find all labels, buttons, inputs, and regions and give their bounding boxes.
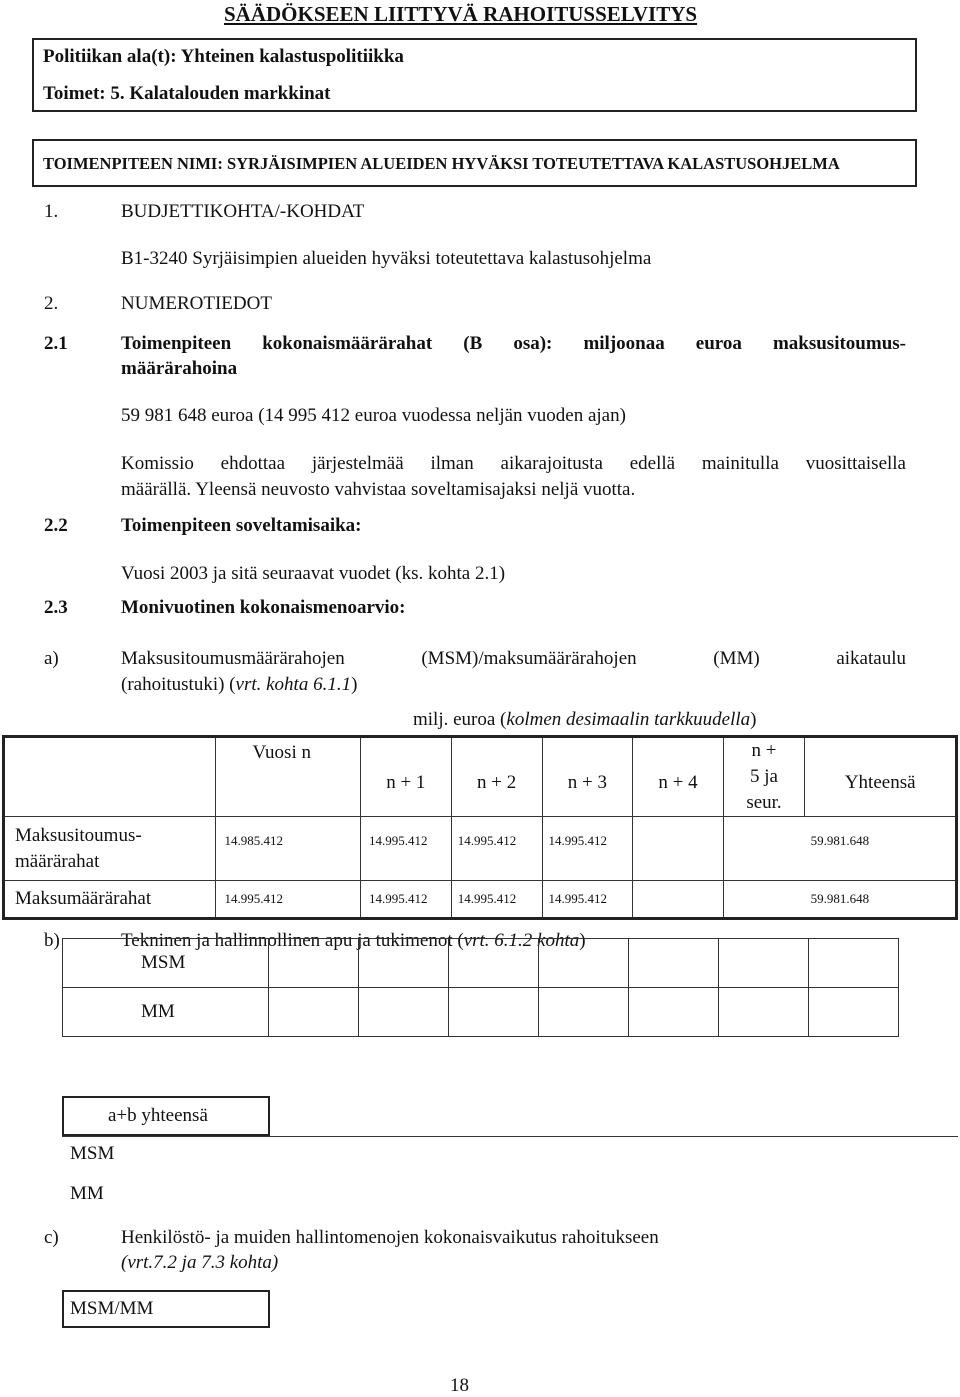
section22-title: Toimenpiteen soveltamisaika:	[121, 515, 362, 536]
table-cell	[629, 939, 719, 988]
part-a-title-line2	[121, 674, 357, 696]
part-b-title-end: )	[579, 930, 586, 951]
table-cell	[359, 939, 449, 988]
part-a-title-line2-text: (rahoitustuki) (	[121, 674, 236, 695]
activities: Toimet: 5. Kalatalouden markkinat	[43, 83, 331, 104]
policy-area: Politiikan ala(t): Yhteinen kalastuspolitiikka	[43, 46, 404, 67]
table-cell-total: 59.981.648	[723, 881, 956, 919]
total-row-msm: MSM	[70, 1143, 115, 1164]
header-n5-line1: n +	[751, 740, 777, 761]
measure-name: TOIMENPITEEN NIMI: SYRJÄISIMPIEN ALUEIDEN HYVÄKSI TOTEUTETTAVA KALASTUSOHJELMA	[43, 154, 840, 173]
part-a-label: a)	[44, 648, 59, 669]
part-c-title: Henkilöstö- ja muiden hallintomenojen kokonaisvaikutus rahoitukseen	[121, 1227, 659, 1248]
measure-name-box	[32, 139, 917, 187]
budget-table	[2, 735, 958, 920]
part-a-title-line2-end: )	[351, 674, 358, 695]
unit-note-end: )	[750, 709, 757, 730]
table-cell	[809, 939, 899, 988]
policy-box	[32, 38, 917, 112]
table-cell	[269, 988, 359, 1037]
section2-number: 2.	[44, 293, 59, 314]
table-cell: 14.995.412	[542, 881, 633, 919]
table-cell	[539, 939, 629, 988]
table-cell	[633, 881, 723, 919]
header-n-plus-5	[723, 737, 805, 817]
section2-title: NUMEROTIEDOT	[121, 293, 272, 314]
section21-title-line2: määrärahoina	[121, 358, 238, 379]
table-cell	[719, 939, 809, 988]
section21-note-line1: Komissio ehdottaa järjestelmää ilman aikarajoitusta edellä mainitulla vuosittaisella	[121, 453, 906, 474]
section21-note-line2: määrällä. Yleensä neuvosto vahvistaa soveltamisajaksi neljä vuotta.	[121, 479, 636, 500]
section1-text: B1-3240 Syrjäisimpien alueiden hyväksi toteutettava kalastusohjelma	[121, 248, 652, 269]
table-cell	[633, 817, 723, 881]
table-cell	[449, 939, 539, 988]
header-n-plus-2: n + 2	[451, 737, 542, 817]
table-cell	[719, 988, 809, 1037]
table-corner-cell	[4, 737, 216, 817]
section21-number: 2.1	[44, 333, 68, 354]
table-cell: 14.995.412	[360, 881, 451, 919]
header-n-plus-1: n + 1	[360, 737, 451, 817]
table-cell	[269, 939, 359, 988]
section1-title: BUDJETTIKOHTA/-KOHDAT	[121, 201, 365, 222]
table-cell: 14.985.412	[216, 817, 360, 881]
total-label: a+b yhteensä	[108, 1105, 208, 1126]
row-label-line1: Maksusitoumus-	[15, 824, 142, 846]
total-rows	[62, 1136, 958, 1214]
part-a-title-line1	[121, 648, 906, 670]
part-b-title-text: Tekninen ja hallinnollinen apu ja tukimenot (	[121, 930, 464, 951]
table-row	[4, 881, 957, 919]
section21-amount: 59 981 648 euroa (14 995 412 euroa vuodessa neljän vuoden ajan)	[121, 405, 626, 426]
document-title: SÄÄDÖKSEEN LIITTYVÄ RAHOITUSSELVITYS	[224, 2, 698, 26]
row-label-msm: MSM	[63, 939, 269, 988]
total-header-box	[62, 1096, 270, 1136]
section23-number: 2.3	[44, 597, 68, 618]
section22-text: Vuosi 2003 ja sitä seuraavat vuodet (ks. kohta 2.1)	[121, 563, 506, 584]
unit-note	[413, 709, 757, 731]
table-row	[4, 817, 957, 881]
section1-number: 1.	[44, 201, 59, 222]
total-row-mm: MM	[70, 1183, 104, 1204]
budget-table-header-row	[4, 737, 957, 817]
part-b-reference: vrt. 6.1.2 kohta	[463, 930, 580, 951]
part-c-subtitle: (vrt.7.2 ja 7.3 kohta)	[121, 1252, 279, 1273]
row-label-commitments	[4, 817, 216, 881]
technical-assistance-table	[62, 938, 899, 1037]
table-cell: 14.995.412	[451, 881, 542, 919]
section23-title: Monivuotinen kokonaismenoarvio:	[121, 597, 406, 618]
part-a-title-word4: aikataulu	[836, 648, 906, 669]
table-cell	[449, 988, 539, 1037]
header-total: Yhteensä	[805, 737, 957, 817]
unit-note-precision: kolmen desimaalin tarkkuudella	[506, 709, 751, 730]
table-row	[63, 988, 899, 1037]
table-cell: 14.995.412	[451, 817, 542, 881]
part-c-box	[62, 1290, 270, 1328]
header-n5-line2: 5 ja	[750, 766, 778, 787]
table-row	[63, 939, 899, 988]
part-c-row-label: MSM/MM	[70, 1298, 154, 1319]
part-a-reference: vrt. kohta 6.1.1	[235, 674, 352, 695]
section22-number: 2.2	[44, 515, 68, 536]
part-a-title-word2: (MSM)/maksumäärärahojen	[421, 648, 637, 669]
table-cell-total: 59.981.648	[723, 817, 956, 881]
table-cell	[629, 988, 719, 1037]
unit-note-text: milj. euroa (	[413, 709, 507, 730]
part-c-label: c)	[44, 1227, 59, 1248]
row-label-payments: Maksumäärärahat	[4, 881, 216, 919]
table-cell	[809, 988, 899, 1037]
table-cell: 14.995.412	[360, 817, 451, 881]
header-n-plus-3: n + 3	[542, 737, 633, 817]
header-n5-line3: seur.	[746, 792, 782, 813]
row-label-mm: MM	[63, 988, 269, 1037]
row-label-line2: määrärahat	[15, 850, 100, 872]
part-a-title-word3: (MM)	[713, 648, 760, 669]
header-n-plus-4: n + 4	[633, 737, 723, 817]
section21-title-line1: Toimenpiteen kokonaismäärärahat (B osa): miljoonaa euroa maksusitoumus-	[121, 333, 906, 354]
table-cell: 14.995.412	[216, 881, 360, 919]
table-cell	[359, 988, 449, 1037]
page-number: 18	[450, 1375, 469, 1396]
table-cell: 14.995.412	[542, 817, 633, 881]
part-b-label: b)	[44, 930, 60, 951]
table-cell	[539, 988, 629, 1037]
header-year-n: Vuosi n	[216, 737, 360, 817]
part-a-title-word1: Maksusitoumusmäärärahojen	[121, 648, 345, 669]
